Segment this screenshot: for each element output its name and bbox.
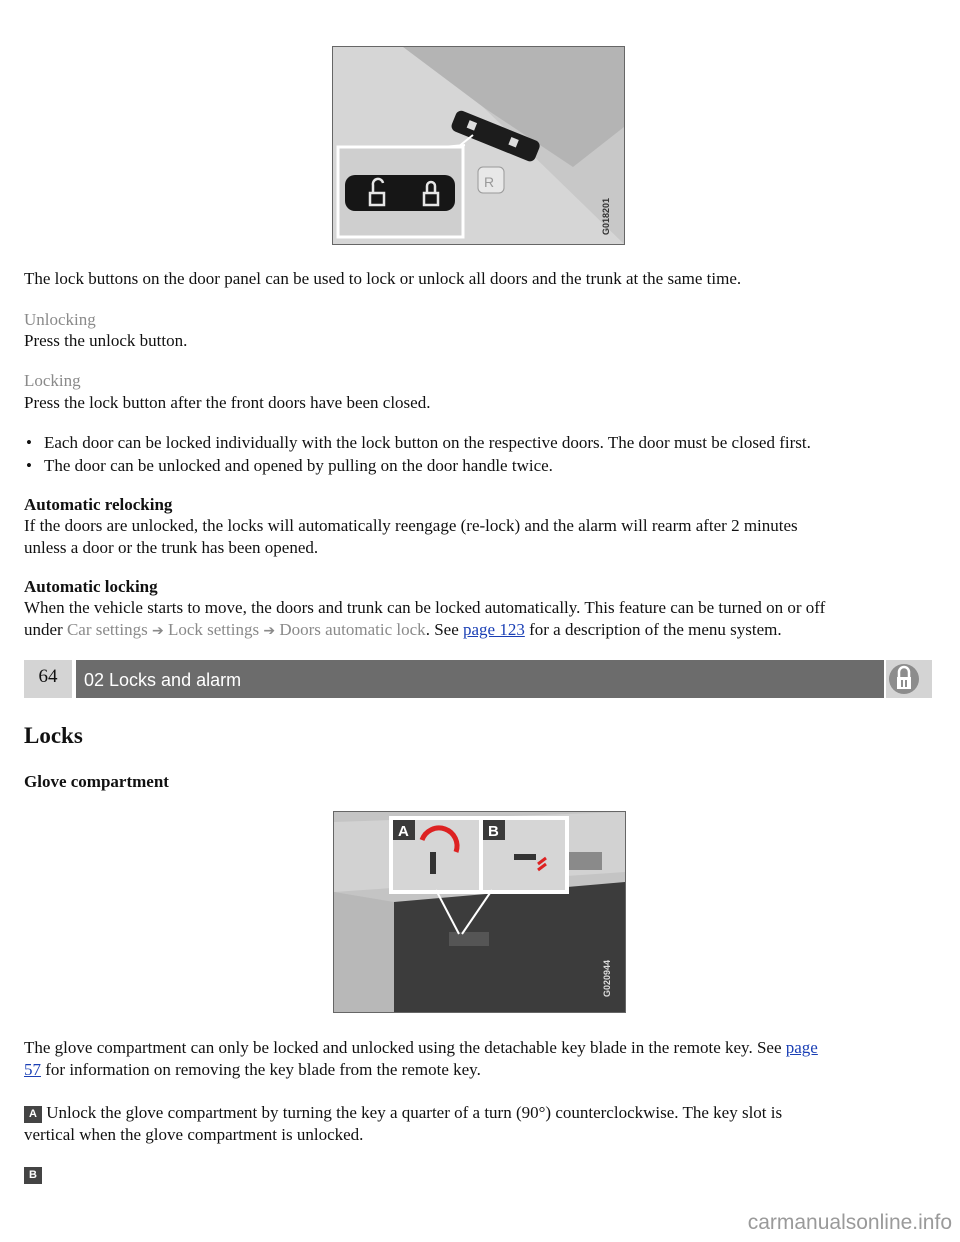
glove-compartment-heading: Glove compartment [24,772,169,791]
menu-description-text: for a description of the menu system. [529,620,782,639]
section-header-bar [24,660,932,698]
glove-compartment-illustration [334,812,625,1012]
section-title: 02 Locks and alarm [76,660,884,698]
unlocking-text: Press the unlock button. [24,331,188,350]
auto-locking-heading: Automatic locking [24,577,158,596]
auto-locking-line2 [24,619,936,642]
section-icon [886,660,932,698]
page-57-link[interactable]: 57 [24,1060,41,1079]
figure2-code: G020944 [602,959,612,997]
auto-relocking-heading: Automatic relocking [24,495,173,514]
step-a-line2: vertical when the glove compartment is unlocked. [24,1125,364,1144]
watermark: carmanualsonline.info [747,1211,952,1234]
label-a: A [398,823,409,840]
door-lock-buttons-illustration [333,47,624,244]
page-57-link[interactable]: page [785,1038,818,1057]
unlocking-heading: Unlocking [24,310,96,329]
menu-lock-settings: Lock settings [167,620,260,639]
step-a-text: Unlock the glove compartment by turning the key a quarter of a turn (90°) counterclockwise. The key slot is [46,1103,783,1122]
intro-text: The lock buttons on the door panel can be used to lock or unlock all doors and the trunk at the same time. [24,269,742,288]
menu-car-settings: Car settings [66,620,148,639]
step-b-badge: B [24,1167,42,1184]
svg-text:R: R [484,174,495,190]
auto-locking-line1: When the vehicle starts to move, the doors and trunk can be locked automatically. This feature can be turned on or off [24,598,826,617]
label-b: B [488,823,499,840]
glove-text-line1 [24,1037,936,1059]
arrow-right-icon: ➔ [151,623,164,639]
glove-text-line2 [24,1059,936,1081]
locking-heading: Locking [24,371,81,390]
glove-compartment-figure [333,811,626,1013]
list-item: • The door can be unlocked and opened by pulling on the door handle twice. [24,455,936,477]
under-text: under [24,620,63,639]
page-123-link[interactable]: page 123 [462,620,525,639]
page-number: 64 [24,660,72,698]
step-a-line1 [24,1102,936,1124]
auto-relocking-line2: unless a door or the trunk has been opened. [24,538,319,557]
see-text: . See [425,620,459,639]
glove-text: The glove compartment can only be locked and unlocked using the detachable key blade in the remote key. See [24,1038,782,1057]
glove-text-rest: for information on removing the key blade from the remote key. [45,1060,481,1079]
locking-text: Press the lock button after the front doors have been closed. [24,393,431,412]
auto-relocking-line1: If the doors are unlocked, the locks will automatically reengage (re-lock) and the alarm will rearm after 2 minutes [24,516,798,535]
list-item: • Each door can be locked individually with the lock button on the respective doors. The door must be closed first. [24,432,936,454]
figure1-code: G018201 [601,197,611,235]
door-lock-buttons-figure [332,46,625,245]
arrow-right-icon: ➔ [263,623,276,639]
step-a-badge: A [24,1106,42,1123]
step-b-line [24,1163,42,1185]
lock-icon [886,660,932,698]
bullet-list [24,432,936,477]
menu-doors-automatic-lock: Doors automatic lock [279,620,426,639]
page-title: Locks [24,723,83,748]
